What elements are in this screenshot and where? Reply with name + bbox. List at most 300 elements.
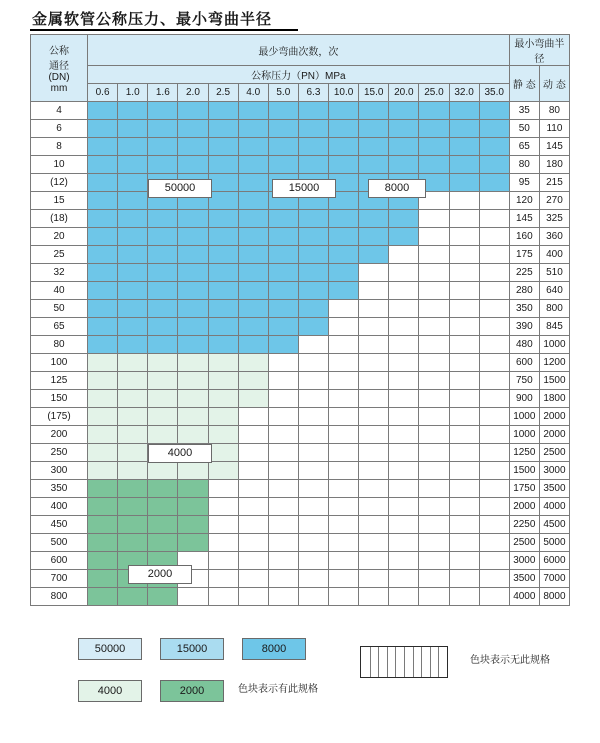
cell-r2-c10 bbox=[389, 138, 419, 156]
cell-r12-c1 bbox=[118, 318, 148, 336]
cell-r2-c1 bbox=[118, 138, 148, 156]
cell-r23-c5 bbox=[238, 516, 268, 534]
row-dn-label: 6 bbox=[31, 120, 88, 138]
row-dn-label: 200 bbox=[31, 426, 88, 444]
cell-r0-c5 bbox=[238, 102, 268, 120]
cell-r15-c3 bbox=[178, 372, 208, 390]
cell-r19-c9 bbox=[359, 444, 389, 462]
cell-r1-c1 bbox=[118, 120, 148, 138]
row-dn-label: 150 bbox=[31, 390, 88, 408]
cell-r23-c2 bbox=[148, 516, 178, 534]
cell-r0-c7 bbox=[298, 102, 328, 120]
cell-r17-c10 bbox=[389, 408, 419, 426]
row-dn-label: 50 bbox=[31, 300, 88, 318]
cell-r13-c10 bbox=[389, 336, 419, 354]
cell-r9-c6 bbox=[268, 264, 298, 282]
cell-r25-c8 bbox=[329, 552, 359, 570]
row-radius-static: 65 bbox=[509, 138, 539, 156]
cell-r18-c2 bbox=[148, 426, 178, 444]
cell-r22-c3 bbox=[178, 498, 208, 516]
cell-r15-c9 bbox=[359, 372, 389, 390]
header-pn-5: 4.0 bbox=[238, 84, 268, 102]
cell-r9-c12 bbox=[449, 264, 479, 282]
cell-r3-c4 bbox=[208, 156, 238, 174]
table-row bbox=[31, 138, 570, 156]
cell-r15-c12 bbox=[449, 372, 479, 390]
cell-r17-c9 bbox=[359, 408, 389, 426]
cell-r24-c4 bbox=[208, 534, 238, 552]
cell-r18-c10 bbox=[389, 426, 419, 444]
row-radius-static: 50 bbox=[509, 120, 539, 138]
value-chip-50000: 50000 bbox=[148, 179, 212, 198]
cell-r15-c1 bbox=[118, 372, 148, 390]
row-dn-label: 40 bbox=[31, 282, 88, 300]
table-row bbox=[31, 102, 570, 120]
row-dn-label: 32 bbox=[31, 264, 88, 282]
cell-r16-c8 bbox=[329, 390, 359, 408]
cell-r7-c8 bbox=[329, 228, 359, 246]
cell-r9-c10 bbox=[389, 264, 419, 282]
cell-r21-c8 bbox=[329, 480, 359, 498]
cell-r11-c6 bbox=[268, 300, 298, 318]
cell-r10-c1 bbox=[118, 282, 148, 300]
cell-r7-c6 bbox=[268, 228, 298, 246]
row-radius-static: 600 bbox=[509, 354, 539, 372]
row-dn-label: (175) bbox=[31, 408, 88, 426]
table-row bbox=[31, 246, 570, 264]
cell-r10-c13 bbox=[479, 282, 509, 300]
cell-r5-c13 bbox=[479, 192, 509, 210]
cell-r16-c0 bbox=[88, 390, 118, 408]
cell-r6-c0 bbox=[88, 210, 118, 228]
cell-r16-c13 bbox=[479, 390, 509, 408]
cell-r14-c1 bbox=[118, 354, 148, 372]
cell-r20-c1 bbox=[118, 462, 148, 480]
cell-r16-c9 bbox=[359, 390, 389, 408]
cell-r18-c8 bbox=[329, 426, 359, 444]
cell-r11-c10 bbox=[389, 300, 419, 318]
cell-r1-c5 bbox=[238, 120, 268, 138]
cell-r5-c5 bbox=[238, 192, 268, 210]
table-row bbox=[31, 462, 570, 480]
cell-r21-c2 bbox=[148, 480, 178, 498]
cell-r2-c7 bbox=[298, 138, 328, 156]
cell-r15-c8 bbox=[329, 372, 359, 390]
cell-r25-c7 bbox=[298, 552, 328, 570]
cell-r12-c6 bbox=[268, 318, 298, 336]
legend-note-hatch: 色块表示无此规格 bbox=[470, 655, 550, 666]
cell-r12-c10 bbox=[389, 318, 419, 336]
cell-r7-c0 bbox=[88, 228, 118, 246]
cell-r22-c6 bbox=[268, 498, 298, 516]
cell-r24-c12 bbox=[449, 534, 479, 552]
cell-r9-c7 bbox=[298, 264, 328, 282]
cell-r20-c11 bbox=[419, 462, 449, 480]
cell-r14-c5 bbox=[238, 354, 268, 372]
cell-r27-c10 bbox=[389, 588, 419, 606]
cell-r1-c13 bbox=[479, 120, 509, 138]
header-pn-label: 公称压力（PN）MPa bbox=[88, 66, 510, 84]
legend bbox=[30, 636, 570, 716]
table-row bbox=[31, 210, 570, 228]
cell-r7-c10 bbox=[389, 228, 419, 246]
cell-r6-c4 bbox=[208, 210, 238, 228]
cell-r7-c4 bbox=[208, 228, 238, 246]
row-dn-label: (18) bbox=[31, 210, 88, 228]
cell-r27-c8 bbox=[329, 588, 359, 606]
cell-r9-c3 bbox=[178, 264, 208, 282]
cell-r2-c9 bbox=[359, 138, 389, 156]
cell-r3-c12 bbox=[449, 156, 479, 174]
cell-r4-c0 bbox=[88, 174, 118, 192]
cell-r15-c11 bbox=[419, 372, 449, 390]
cell-r5-c1 bbox=[118, 192, 148, 210]
cell-r8-c8 bbox=[329, 246, 359, 264]
row-radius-static: 2500 bbox=[509, 534, 539, 552]
cell-r13-c11 bbox=[419, 336, 449, 354]
cell-r14-c7 bbox=[298, 354, 328, 372]
cell-r0-c12 bbox=[449, 102, 479, 120]
cell-r1-c0 bbox=[88, 120, 118, 138]
cell-r26-c8 bbox=[329, 570, 359, 588]
header-pn-6: 5.0 bbox=[268, 84, 298, 102]
row-radius-dynamic: 2000 bbox=[539, 408, 569, 426]
cell-r8-c9 bbox=[359, 246, 389, 264]
cell-r25-c0 bbox=[88, 552, 118, 570]
cell-r18-c7 bbox=[298, 426, 328, 444]
cell-r13-c9 bbox=[359, 336, 389, 354]
cell-r6-c10 bbox=[389, 210, 419, 228]
legend-note-color: 色块表示有此规格 bbox=[238, 684, 318, 695]
cell-r23-c0 bbox=[88, 516, 118, 534]
cell-r10-c3 bbox=[178, 282, 208, 300]
cell-r22-c12 bbox=[449, 498, 479, 516]
row-radius-static: 120 bbox=[509, 192, 539, 210]
cell-r21-c7 bbox=[298, 480, 328, 498]
cell-r6-c1 bbox=[118, 210, 148, 228]
row-dn-label: 20 bbox=[31, 228, 88, 246]
cell-r8-c13 bbox=[479, 246, 509, 264]
cell-r19-c0 bbox=[88, 444, 118, 462]
row-dn-label: 80 bbox=[31, 336, 88, 354]
cell-r19-c12 bbox=[449, 444, 479, 462]
row-radius-static: 225 bbox=[509, 264, 539, 282]
cell-r9-c11 bbox=[419, 264, 449, 282]
row-radius-static: 3000 bbox=[509, 552, 539, 570]
cell-r27-c7 bbox=[298, 588, 328, 606]
header-dn-line3: (DN) bbox=[48, 72, 70, 83]
cell-r10-c7 bbox=[298, 282, 328, 300]
cell-r24-c5 bbox=[238, 534, 268, 552]
row-dn-label: 25 bbox=[31, 246, 88, 264]
cell-r11-c4 bbox=[208, 300, 238, 318]
hatch-line bbox=[430, 647, 431, 677]
cell-r1-c4 bbox=[208, 120, 238, 138]
cell-r11-c12 bbox=[449, 300, 479, 318]
row-radius-static: 390 bbox=[509, 318, 539, 336]
cell-r8-c7 bbox=[298, 246, 328, 264]
cell-r7-c11 bbox=[419, 228, 449, 246]
cell-r16-c2 bbox=[148, 390, 178, 408]
cell-r1-c8 bbox=[329, 120, 359, 138]
value-chip-4000: 4000 bbox=[148, 444, 212, 463]
row-radius-dynamic: 1000 bbox=[539, 336, 569, 354]
row-radius-static: 35 bbox=[509, 102, 539, 120]
cell-r6-c2 bbox=[148, 210, 178, 228]
cell-r0-c0 bbox=[88, 102, 118, 120]
table-row bbox=[31, 444, 570, 462]
cell-r3-c2 bbox=[148, 156, 178, 174]
cell-r10-c10 bbox=[389, 282, 419, 300]
row-radius-static: 2250 bbox=[509, 516, 539, 534]
header-pn-3: 2.0 bbox=[178, 84, 208, 102]
cell-r9-c0 bbox=[88, 264, 118, 282]
cell-r11-c9 bbox=[359, 300, 389, 318]
cell-r11-c8 bbox=[329, 300, 359, 318]
cell-r25-c13 bbox=[479, 552, 509, 570]
header-dn-line1: 公称 bbox=[49, 46, 69, 57]
cell-r16-c12 bbox=[449, 390, 479, 408]
row-dn-label: 350 bbox=[31, 480, 88, 498]
cell-r7-c7 bbox=[298, 228, 328, 246]
cell-r27-c11 bbox=[419, 588, 449, 606]
header-pn-0: 0.6 bbox=[88, 84, 118, 102]
cell-r19-c7 bbox=[298, 444, 328, 462]
cell-r1-c12 bbox=[449, 120, 479, 138]
cell-r16-c11 bbox=[419, 390, 449, 408]
cell-r14-c4 bbox=[208, 354, 238, 372]
header-row-pn-values bbox=[31, 84, 570, 102]
cell-r14-c12 bbox=[449, 354, 479, 372]
cell-r1-c6 bbox=[268, 120, 298, 138]
cell-r8-c0 bbox=[88, 246, 118, 264]
cell-r3-c6 bbox=[268, 156, 298, 174]
cell-r12-c3 bbox=[178, 318, 208, 336]
cell-r9-c5 bbox=[238, 264, 268, 282]
header-dn-line4: mm bbox=[50, 83, 68, 94]
header-pn-9: 15.0 bbox=[359, 84, 389, 102]
cell-r13-c6 bbox=[268, 336, 298, 354]
cell-r26-c0 bbox=[88, 570, 118, 588]
row-radius-static: 175 bbox=[509, 246, 539, 264]
cell-r21-c12 bbox=[449, 480, 479, 498]
row-radius-dynamic: 110 bbox=[539, 120, 569, 138]
row-radius-static: 1750 bbox=[509, 480, 539, 498]
cell-r1-c10 bbox=[389, 120, 419, 138]
cell-r16-c5 bbox=[238, 390, 268, 408]
row-radius-dynamic: 1500 bbox=[539, 372, 569, 390]
cell-r20-c13 bbox=[479, 462, 509, 480]
cell-r26-c5 bbox=[238, 570, 268, 588]
cell-r23-c12 bbox=[449, 516, 479, 534]
cell-r15-c10 bbox=[389, 372, 419, 390]
cell-r17-c1 bbox=[118, 408, 148, 426]
cell-r6-c3 bbox=[178, 210, 208, 228]
cell-r24-c9 bbox=[359, 534, 389, 552]
row-dn-label: 100 bbox=[31, 354, 88, 372]
row-radius-static: 1000 bbox=[509, 426, 539, 444]
table-row bbox=[31, 318, 570, 336]
row-dn-label: 4 bbox=[31, 102, 88, 120]
cell-r10-c5 bbox=[238, 282, 268, 300]
cell-r17-c3 bbox=[178, 408, 208, 426]
header-pn-13: 35.0 bbox=[479, 84, 509, 102]
cell-r8-c10 bbox=[389, 246, 419, 264]
cell-r20-c4 bbox=[208, 462, 238, 480]
row-radius-dynamic: 8000 bbox=[539, 588, 569, 606]
cell-r19-c10 bbox=[389, 444, 419, 462]
cell-r14-c6 bbox=[268, 354, 298, 372]
row-radius-dynamic: 4500 bbox=[539, 516, 569, 534]
cell-r21-c5 bbox=[238, 480, 268, 498]
cell-r10-c0 bbox=[88, 282, 118, 300]
cell-r11-c13 bbox=[479, 300, 509, 318]
row-dn-label: 250 bbox=[31, 444, 88, 462]
hatch-line bbox=[370, 647, 371, 677]
row-radius-dynamic: 640 bbox=[539, 282, 569, 300]
value-chip-2000: 2000 bbox=[128, 565, 192, 584]
hatch-line bbox=[413, 647, 414, 677]
row-dn-label: 10 bbox=[31, 156, 88, 174]
cell-r17-c0 bbox=[88, 408, 118, 426]
header-radius-static: 静 态 bbox=[509, 66, 539, 102]
cell-r22-c1 bbox=[118, 498, 148, 516]
table-row bbox=[31, 264, 570, 282]
cell-r23-c3 bbox=[178, 516, 208, 534]
row-radius-static: 80 bbox=[509, 156, 539, 174]
row-radius-dynamic: 400 bbox=[539, 246, 569, 264]
cell-r2-c3 bbox=[178, 138, 208, 156]
table-row bbox=[31, 228, 570, 246]
cell-r25-c4 bbox=[208, 552, 238, 570]
cell-r18-c13 bbox=[479, 426, 509, 444]
cell-r6-c13 bbox=[479, 210, 509, 228]
legend-label-8000: 8000 bbox=[242, 638, 306, 660]
row-radius-static: 3500 bbox=[509, 570, 539, 588]
cell-r2-c8 bbox=[329, 138, 359, 156]
row-radius-dynamic: 180 bbox=[539, 156, 569, 174]
table-row bbox=[31, 408, 570, 426]
cell-r26-c13 bbox=[479, 570, 509, 588]
cell-r27-c6 bbox=[268, 588, 298, 606]
header-dn-col bbox=[31, 35, 88, 102]
hatch-line bbox=[378, 647, 379, 677]
cell-r3-c0 bbox=[88, 156, 118, 174]
cell-r17-c8 bbox=[329, 408, 359, 426]
cell-r0-c4 bbox=[208, 102, 238, 120]
header-radius-dynamic: 动 态 bbox=[539, 66, 569, 102]
row-radius-static: 2000 bbox=[509, 498, 539, 516]
cell-r26-c9 bbox=[359, 570, 389, 588]
header-row-1 bbox=[31, 35, 570, 66]
cell-r14-c8 bbox=[329, 354, 359, 372]
cell-r24-c7 bbox=[298, 534, 328, 552]
header-row-2 bbox=[31, 66, 570, 84]
table-row bbox=[31, 534, 570, 552]
cell-r27-c4 bbox=[208, 588, 238, 606]
row-radius-dynamic: 215 bbox=[539, 174, 569, 192]
cell-r24-c0 bbox=[88, 534, 118, 552]
row-radius-dynamic: 2000 bbox=[539, 426, 569, 444]
cell-r10-c8 bbox=[329, 282, 359, 300]
cell-r17-c11 bbox=[419, 408, 449, 426]
cell-r17-c5 bbox=[238, 408, 268, 426]
cell-r19-c6 bbox=[268, 444, 298, 462]
cell-r3-c7 bbox=[298, 156, 328, 174]
title-underline bbox=[30, 29, 298, 31]
cell-r13-c5 bbox=[238, 336, 268, 354]
cell-r2-c13 bbox=[479, 138, 509, 156]
row-dn-label: (12) bbox=[31, 174, 88, 192]
cell-r11-c7 bbox=[298, 300, 328, 318]
legend-label-4000: 4000 bbox=[78, 680, 142, 702]
cell-r11-c5 bbox=[238, 300, 268, 318]
cell-r7-c5 bbox=[238, 228, 268, 246]
row-radius-static: 95 bbox=[509, 174, 539, 192]
cell-r18-c5 bbox=[238, 426, 268, 444]
cell-r27-c0 bbox=[88, 588, 118, 606]
cell-r1-c2 bbox=[148, 120, 178, 138]
row-radius-dynamic: 1200 bbox=[539, 354, 569, 372]
table-row bbox=[31, 354, 570, 372]
cell-r1-c7 bbox=[298, 120, 328, 138]
cell-r25-c11 bbox=[419, 552, 449, 570]
cell-r14-c2 bbox=[148, 354, 178, 372]
cell-r6-c11 bbox=[419, 210, 449, 228]
table-row bbox=[31, 570, 570, 588]
cell-r24-c6 bbox=[268, 534, 298, 552]
cell-r0-c10 bbox=[389, 102, 419, 120]
cell-r5-c4 bbox=[208, 192, 238, 210]
cell-r9-c2 bbox=[148, 264, 178, 282]
row-dn-label: 700 bbox=[31, 570, 88, 588]
cell-r16-c10 bbox=[389, 390, 419, 408]
cell-r21-c3 bbox=[178, 480, 208, 498]
cell-r2-c4 bbox=[208, 138, 238, 156]
cell-r13-c3 bbox=[178, 336, 208, 354]
cell-r24-c8 bbox=[329, 534, 359, 552]
cell-r2-c6 bbox=[268, 138, 298, 156]
cell-r11-c0 bbox=[88, 300, 118, 318]
cell-r20-c7 bbox=[298, 462, 328, 480]
cell-r17-c12 bbox=[449, 408, 479, 426]
table-header bbox=[31, 35, 570, 102]
cell-r13-c7 bbox=[298, 336, 328, 354]
cell-r15-c0 bbox=[88, 372, 118, 390]
cell-r2-c2 bbox=[148, 138, 178, 156]
cell-r9-c1 bbox=[118, 264, 148, 282]
cell-r13-c13 bbox=[479, 336, 509, 354]
cell-r2-c12 bbox=[449, 138, 479, 156]
cell-r27-c2 bbox=[148, 588, 178, 606]
cell-r0-c9 bbox=[359, 102, 389, 120]
cell-r22-c8 bbox=[329, 498, 359, 516]
cell-r0-c8 bbox=[329, 102, 359, 120]
row-dn-label: 300 bbox=[31, 462, 88, 480]
cell-r1-c3 bbox=[178, 120, 208, 138]
cell-r19-c11 bbox=[419, 444, 449, 462]
cell-r16-c3 bbox=[178, 390, 208, 408]
cell-r26-c11 bbox=[419, 570, 449, 588]
cell-r3-c9 bbox=[359, 156, 389, 174]
cell-r18-c9 bbox=[359, 426, 389, 444]
cell-r19-c4 bbox=[208, 444, 238, 462]
cell-r27-c5 bbox=[238, 588, 268, 606]
cell-r19-c1 bbox=[118, 444, 148, 462]
hatch-line bbox=[438, 647, 439, 677]
row-dn-label: 65 bbox=[31, 318, 88, 336]
header-pn-7: 6.3 bbox=[298, 84, 328, 102]
